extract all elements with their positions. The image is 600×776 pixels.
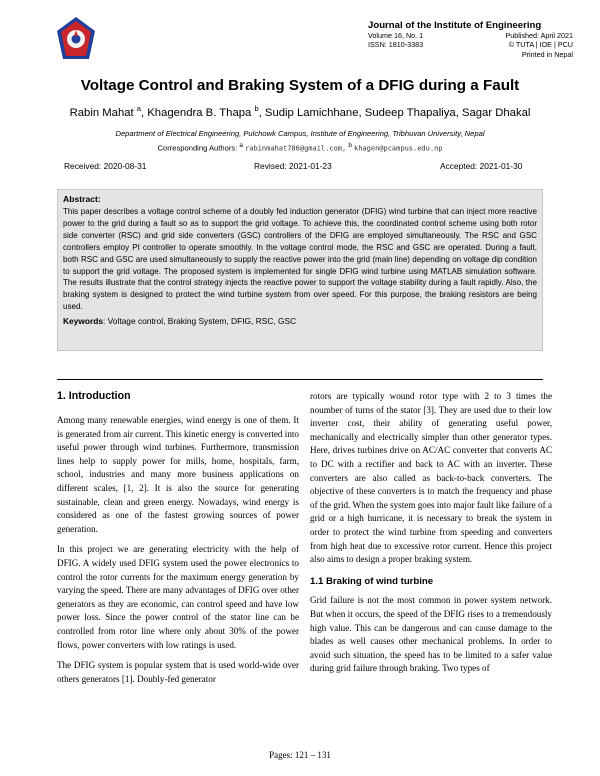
received-date: Received: 2020-08-31 [64, 161, 147, 171]
institute-logo [56, 16, 96, 60]
email-a-link[interactable]: rabinmahat786@gmail.com, [245, 144, 347, 153]
paragraph: Among many renewable energies, wind energy is one of them. It is generated from air current. This kinetic energy is converted into useful power through wind turbines. Furthermore, transmission lines help to supply power for mills, home, hospitals, farm, school, industries and many more business applications on different scales, [1, 2]. It is also the source for generating sustainable, clean and green energy. Nowadays, wind energy is considered as one of the fastest growing sources of power generation. [57, 415, 299, 534]
paragraph: rotors are typically wound rotor type with 2 to 3 times the noumber of turns of the stator [3]. They are used due to their low inverter cost, their ability of generating useful power, mechanically and electrically simpler than other generator types. Here, drives turbines drive on AC/AC converter that converts AC to DC with a rectifier and back to AC with an inverter. These converters are also called as back-to-back converters. The objective of these converters is to match the frequency and phase of the grid. When the system goes into major fault like failure of a grid or a high hurricane, it is necessary to break the system in order to protect the wind turbine from speeding and converters from high heat due to excessive rotor current. Hence this project also aims to design a proper braking system. [310, 391, 552, 565]
author-name: Khagendra B. Thapa [147, 106, 252, 119]
author-sup: a [136, 104, 141, 113]
section-divider [57, 379, 543, 380]
page-footer: Pages: 121 – 131 [269, 750, 331, 760]
subsection-heading-braking: 1.1 Braking of wind turbine [310, 575, 434, 587]
corresponding-authors [0, 142, 600, 153]
journal-published: Published: April 2021 [505, 31, 573, 40]
journal-copyright: © TUTA | IOE | PCU [508, 40, 573, 50]
accepted-date: Accepted: 2021-01-30 [440, 161, 523, 171]
email-b-link[interactable]: khagen@pcampus.edu.np [354, 144, 443, 153]
author-name: Rabin Mahat [69, 106, 134, 119]
author-list: Rabin Mahat $^a$, Khagendra B. Thapa $^b$, Sudip Lamichhane, Sudeep Thapaliya, Sagar Dhakal [69, 104, 531, 119]
paper-title: Voltage Control and Braking System of a DFIG during a Fault [80, 77, 520, 94]
journal-printed: Printed in Nepal [521, 49, 573, 59]
journal-issn: ISSN: 1810-3383 [368, 40, 424, 50]
abstract-text: This paper describes a voltage control scheme of a doubly fed induction generator (DFIG) wind turbine that can inject more reactive power to the grid during a fault so as to support the grid voltage. To achieve this, the coordinated control scheme using both rotor side converter (RSC) and grid side converters (GSC) controllers of the DFIG are employed simultaneously. The RSC and GSC controllers employ PI controller to operate smoothly. In the voltage control mode, the RSC and GSC are operated. During a fault, both RSC and GSC are used simultaneously to supply the reactive power into the grid (main line) depending on voltage dip condition to support the grid voltage. The proposed system is implemented for single DFIG wind turbine using MATLAB simulation software. The results illustrate that the control strategy injects the reactive power to support the voltage stability during a fault rapidly. Also, the braking system is designed to protect the wind turbine system from over speed. For this purpose, the braking resistors are being used. [63, 207, 537, 312]
keywords-label: Keywords [63, 316, 104, 327]
paragraph: Grid failure is not the most common in power system network. But when it occurs, the speed of the DFIG rises to a tremendously high value. This can be dangerous and can cause damage to the blades as well causes other mechanical problems. In order to avoid such situation, the speed has to be limited to a safer value during grid failure through braking. Two types of [310, 595, 552, 674]
paragraph: The DFIG system is popular system that is used world-wide over others generators [1]. Doubly-fed generator [57, 660, 299, 684]
corresponding-label: Corresponding Authors: [157, 143, 238, 153]
author-name: Sagar Dhakal [461, 106, 531, 119]
abstract-heading: Abstract: [63, 194, 101, 204]
author-sup: b [254, 104, 259, 113]
author-name: Sudeep Thapaliya [364, 106, 456, 119]
email-b-sup: b [348, 142, 352, 149]
journal-name: Journal of the Institute of Engineering [368, 20, 542, 31]
revised-date: Revised: 2021-01-23 [254, 161, 332, 171]
journal-volume: Volume 16, No. 1 [368, 31, 424, 40]
keywords [63, 316, 537, 326]
paragraph: In this project we are generating electricity with the help of DFIG. A widely used DFIG system used the power electronics to control the rotor currents for the maximum energy generation by varying the speed. There are many advantages of DFIG over other generators as they are economic, can control speed and have low power loss. Since the power control of the stator line can be controlled from rotor line where only about 30% of the power flows, power converters with low ratings is used. [57, 544, 299, 650]
left-column [57, 414, 299, 693]
author-name: Sudip Lamichhane [264, 106, 359, 119]
affiliation: Department of Electrical Engineering, Pulchowk Campus, Institute of Engineering, Tribhuvan University, Nepal [115, 129, 485, 138]
keywords-list: : Voltage control, Braking System, DFIG, RSC, GSC [103, 316, 297, 327]
journal-header [368, 20, 573, 59]
email-a-sup: a [239, 142, 243, 149]
abstract-box [57, 189, 543, 351]
section-heading-introduction: 1. Introduction [57, 390, 131, 402]
right-column [310, 390, 552, 683]
